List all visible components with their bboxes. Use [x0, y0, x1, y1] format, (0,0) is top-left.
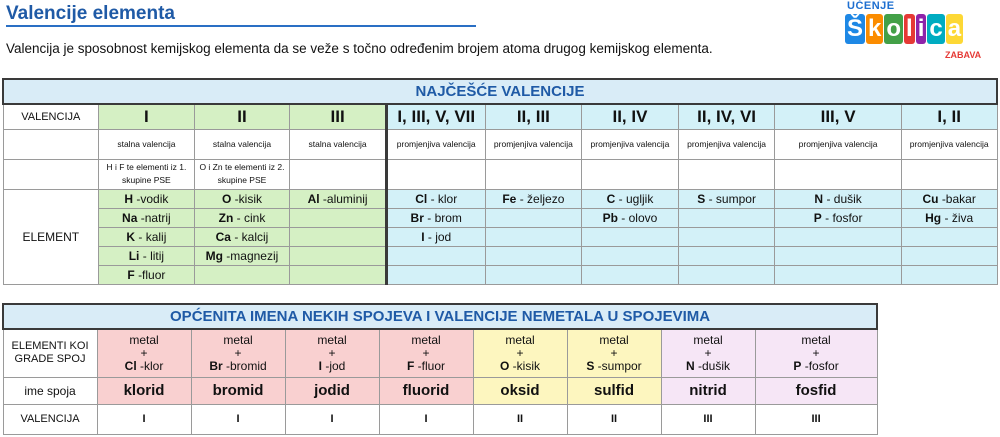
element-name: -fluor — [138, 267, 166, 282]
element-name: -aluminij — [322, 191, 368, 206]
element-name: -magnezij — [226, 248, 279, 263]
empty-cell — [901, 246, 997, 265]
element-cell — [99, 208, 195, 227]
compound-valency: II — [473, 404, 567, 434]
element-symbol: Cl — [415, 191, 428, 206]
element-symbol: Mg — [205, 248, 223, 263]
valency-header: III, V — [775, 104, 901, 129]
empty-cell — [901, 159, 997, 189]
compound-valency: III — [755, 404, 877, 434]
valency-header: I, II — [901, 104, 997, 129]
plus-sign: + — [516, 345, 524, 360]
nonmetal-symbol: Cl — [124, 358, 137, 373]
empty-cell — [901, 265, 997, 284]
element-cell — [386, 208, 485, 227]
element-cell — [775, 208, 901, 227]
elements-row-label: ELEMENTI KOI GRADE SPOJ — [3, 329, 97, 377]
metal-label: metal — [411, 332, 441, 347]
element-name: - fosfor — [825, 210, 863, 225]
element-symbol: P — [813, 210, 822, 225]
valency-type: promjenjiva valencija — [582, 129, 679, 159]
compound-name: jodid — [285, 377, 379, 404]
compound-valency: I — [191, 404, 285, 434]
nonmetal — [192, 360, 285, 373]
valency-type: promjenjiva valencija — [775, 129, 901, 159]
element-name: - ugljik — [618, 191, 654, 206]
element-symbol: O — [221, 191, 232, 206]
compound-valency: I — [285, 404, 379, 434]
valency-type: promjenjiva valencija — [485, 129, 582, 159]
element-cell — [290, 189, 387, 208]
element-symbol: C — [606, 191, 616, 206]
element-symbol: N — [814, 191, 824, 206]
logo-letter: k — [868, 15, 882, 42]
empty-cell — [290, 246, 387, 265]
empty-cell — [775, 159, 901, 189]
element-name: -kisik — [234, 191, 262, 206]
valency-type: stalna valencija — [290, 129, 387, 159]
valency-row-label: VALENCIJA — [3, 104, 99, 129]
metal-label: metal — [223, 332, 253, 347]
compound-formula — [97, 329, 191, 377]
valency-type: stalna valencija — [194, 129, 290, 159]
element-symbol: Zn — [218, 210, 234, 225]
compound-valency: III — [661, 404, 755, 434]
element-cell — [582, 208, 679, 227]
element-symbol: Pb — [602, 210, 618, 225]
compound-valency: II — [567, 404, 661, 434]
element-name: - željezo — [519, 191, 565, 206]
element-name: - litij — [142, 248, 165, 263]
compound-formula — [285, 329, 379, 377]
element-cell — [99, 265, 195, 284]
compound-name: fluorid — [379, 377, 473, 404]
element-cell — [485, 189, 582, 208]
metal-label: metal — [505, 332, 535, 347]
element-cell — [194, 208, 290, 227]
empty-cell — [3, 129, 99, 159]
empty-cell — [582, 265, 679, 284]
plus-sign: + — [422, 345, 430, 360]
element-name: -vodik — [136, 191, 169, 206]
logo-top-text: UČENJE — [847, 0, 895, 12]
metal-label: metal — [693, 332, 723, 347]
element-name: - kalij — [138, 229, 167, 244]
empty-cell — [386, 246, 485, 265]
logo-letter: c — [929, 15, 943, 42]
plus-sign: + — [140, 345, 148, 360]
valency-header: III — [290, 104, 387, 129]
element-cell — [901, 208, 997, 227]
compound-formula — [473, 329, 567, 377]
valency-type: stalna valencija — [99, 129, 195, 159]
empty-cell — [582, 159, 679, 189]
element-cell — [678, 189, 775, 208]
title-underline — [6, 25, 476, 27]
empty-cell — [386, 265, 485, 284]
empty-cell — [678, 246, 775, 265]
element-name: -natrij — [140, 210, 171, 225]
nonmetal-name: -bromid — [226, 358, 267, 373]
compound-name: sulfid — [567, 377, 661, 404]
compound-formula — [661, 329, 755, 377]
metal-label: metal — [801, 332, 831, 347]
compound-row-label: ime spoja — [3, 377, 97, 404]
nonmetal-name: -jod — [325, 358, 346, 373]
compound-name: nitrid — [661, 377, 755, 404]
element-symbol: F — [127, 267, 135, 282]
compound-valency: I — [379, 404, 473, 434]
element-row-label: ELEMENT — [3, 189, 99, 284]
logo-letter: Š — [847, 15, 864, 42]
compound-formula — [755, 329, 877, 377]
element-cell — [194, 227, 290, 246]
compound-name: klorid — [97, 377, 191, 404]
table1-title: NAJČEŠĆE VALENCIJE — [3, 79, 997, 104]
element-symbol: Al — [307, 191, 320, 206]
nonmetal-symbol: S — [586, 358, 595, 373]
logo-letter: o — [886, 15, 902, 42]
valency-row-label: VALENCIJA — [3, 404, 97, 434]
compound-valency: I — [97, 404, 191, 434]
empty-cell — [485, 246, 582, 265]
empty-cell — [678, 159, 775, 189]
element-name: - dušik — [826, 191, 862, 206]
element-symbol: Na — [122, 210, 138, 225]
valency-type: promjenjiva valencija — [901, 129, 997, 159]
plus-sign: + — [812, 345, 820, 360]
compound-name: fosfid — [755, 377, 877, 404]
empty-cell — [485, 208, 582, 227]
empty-cell — [485, 265, 582, 284]
element-cell — [386, 227, 485, 246]
common-valencies-table — [2, 78, 998, 285]
empty-cell — [290, 159, 387, 189]
element-cell — [582, 189, 679, 208]
plus-sign: + — [234, 345, 242, 360]
plus-sign: + — [704, 345, 712, 360]
compound-name: oksid — [473, 377, 567, 404]
logo-letter: i — [917, 15, 925, 42]
nonmetal-name: -fluor — [417, 358, 446, 373]
element-cell — [99, 227, 195, 246]
element-name: - klor — [430, 191, 458, 206]
nonmetal-name: -dušik — [698, 358, 731, 373]
nonmetal — [474, 360, 567, 373]
metal-label: metal — [317, 332, 347, 347]
nonmetal-symbol: I — [318, 358, 322, 373]
compound-formula — [379, 329, 473, 377]
empty-cell — [194, 265, 290, 284]
logo-letter: a — [947, 15, 962, 42]
element-symbol: Li — [128, 248, 140, 263]
element-cell — [99, 246, 195, 265]
table2-title: OPĆENITA IMENA NEKIH SPOJEVA I VALENCIJE NEMETALA U SPOJEVIMA — [3, 304, 877, 329]
compound-name: bromid — [191, 377, 285, 404]
plus-sign: + — [328, 345, 336, 360]
empty-cell — [485, 159, 582, 189]
nonmetal-name: -fosfor — [804, 358, 839, 373]
empty-cell — [386, 159, 485, 189]
element-name: -bakar — [941, 191, 976, 206]
valency-header: II, IV — [582, 104, 679, 129]
empty-cell — [678, 227, 775, 246]
page-title: Valencije elementa — [6, 3, 175, 24]
valency-type: promjenjiva valencija — [678, 129, 775, 159]
empty-cell — [290, 265, 387, 284]
valency-note: O i Zn te elementi iz 2. skupine PSE — [194, 159, 290, 189]
compound-formula — [191, 329, 285, 377]
element-symbol: Hg — [925, 210, 942, 225]
logo-bottom-text: ZABAVA — [945, 50, 982, 60]
logo-letter: l — [906, 15, 913, 42]
element-cell — [99, 189, 195, 208]
element-name: - olovo — [621, 210, 658, 225]
nonmetal-symbol: F — [406, 358, 415, 373]
empty-cell — [290, 208, 387, 227]
compound-names-table — [2, 303, 878, 435]
valency-header: II — [194, 104, 290, 129]
nonmetal-name: -kisik — [512, 358, 540, 373]
empty-cell — [582, 227, 679, 246]
intro-text: Valencija je sposobnost kemijskog elementa da se veže s točno određenim brojem atoma drugog kemijskog elementa. — [6, 41, 713, 56]
empty-cell — [775, 227, 901, 246]
nonmetal — [756, 360, 877, 373]
valency-header: II, III — [485, 104, 582, 129]
element-name: - sumpor — [708, 191, 756, 206]
element-symbol: K — [126, 229, 136, 244]
metal-label: metal — [129, 332, 159, 347]
valency-header: I, III, V, VII — [386, 104, 485, 129]
plus-sign: + — [610, 345, 618, 360]
empty-cell — [678, 265, 775, 284]
element-name: - jod — [427, 229, 452, 244]
nonmetal — [286, 360, 379, 373]
nonmetal-name: -klor — [140, 358, 164, 373]
nonmetal-symbol: P — [793, 358, 802, 373]
nonmetal-symbol: O — [499, 358, 510, 373]
nonmetal — [662, 360, 755, 373]
nonmetal — [380, 360, 473, 373]
empty-cell — [901, 227, 997, 246]
element-symbol: Ca — [215, 229, 231, 244]
valency-note: H i F te elementi iz 1. skupine PSE — [99, 159, 195, 189]
empty-cell — [582, 246, 679, 265]
element-name: - cink — [236, 210, 266, 225]
element-cell — [194, 246, 290, 265]
skolica-logo[interactable] — [845, 0, 995, 62]
element-symbol: H — [124, 191, 134, 206]
element-name: - brom — [427, 210, 462, 225]
empty-cell — [485, 227, 582, 246]
empty-cell — [290, 227, 387, 246]
element-symbol: S — [697, 191, 706, 206]
empty-cell — [775, 246, 901, 265]
nonmetal-symbol: Br — [209, 358, 223, 373]
nonmetal-name: -sumpor — [597, 358, 642, 373]
compound-formula — [567, 329, 661, 377]
element-symbol: Br — [410, 210, 424, 225]
nonmetal-symbol: N — [685, 358, 695, 373]
element-name: - kalcij — [234, 229, 269, 244]
element-symbol: Cu — [922, 191, 939, 206]
nonmetal — [98, 360, 191, 373]
element-symbol: I — [421, 229, 425, 244]
element-cell — [775, 189, 901, 208]
metal-label: metal — [599, 332, 629, 347]
logo-letters — [845, 14, 964, 44]
empty-cell — [3, 159, 99, 189]
element-cell — [194, 189, 290, 208]
element-cell — [386, 189, 485, 208]
empty-cell — [678, 208, 775, 227]
valency-type: promjenjiva valencija — [386, 129, 485, 159]
nonmetal — [568, 360, 661, 373]
element-name: - živa — [944, 210, 974, 225]
valency-header: II, IV, VI — [678, 104, 775, 129]
empty-cell — [775, 265, 901, 284]
valency-header: I — [99, 104, 195, 129]
element-symbol: Fe — [502, 191, 517, 206]
element-cell — [901, 189, 997, 208]
